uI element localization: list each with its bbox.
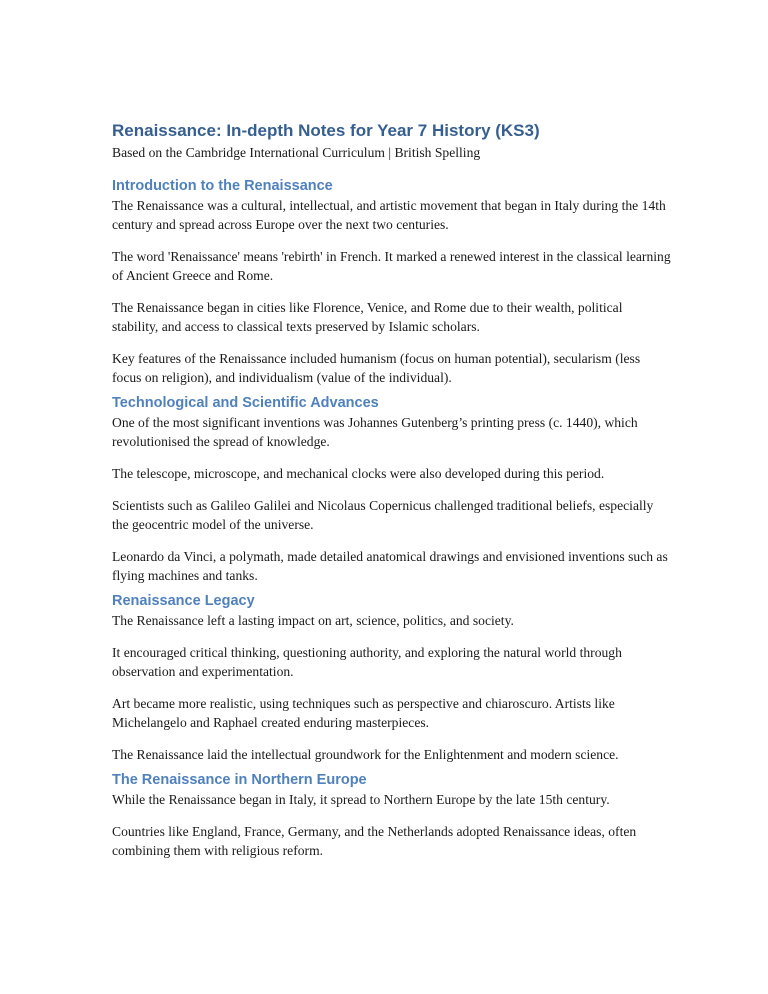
section-heading: Renaissance Legacy — [112, 593, 255, 609]
paragraph: The telescope, microscope, and mechanical clocks were also developed during this period. — [112, 466, 605, 481]
document-page — [112, 120, 672, 867]
paragraph: Art became more realistic, using techniques such as perspective and chiaroscuro. Artists like Michelangelo and Raphael created enduring masterpieces. — [112, 696, 615, 730]
document-subtitle: Based on the Cambridge International Curriculum | British Spelling — [112, 145, 481, 160]
section-introduction — [112, 177, 672, 387]
paragraph: The word 'Renaissance' means 'rebirth' in French. It marked a renewed interest in the classical learning of Ancient Greece and Rome. — [112, 249, 671, 283]
document-title: Renaissance: In-depth Notes for Year 7 History (KS3) — [112, 121, 540, 140]
section-technological-advances — [112, 394, 672, 585]
paragraph: It encouraged critical thinking, questioning authority, and exploring the natural world through observation and experimentation. — [112, 645, 622, 679]
section-legacy — [112, 592, 672, 764]
paragraph: The Renaissance was a cultural, intellectual, and artistic movement that began in Italy during the 14th century and spread across Europe over the next two centuries. — [112, 198, 666, 232]
section-heading: The Renaissance in Northern Europe — [112, 772, 367, 788]
paragraph: The Renaissance laid the intellectual groundwork for the Enlightenment and modern science. — [112, 747, 619, 762]
paragraph: Countries like England, France, Germany, and the Netherlands adopted Renaissance ideas, often combining them with religious reform. — [112, 824, 637, 858]
paragraph: The Renaissance left a lasting impact on art, science, politics, and society. — [112, 613, 514, 628]
section-heading: Technological and Scientific Advances — [112, 395, 379, 411]
paragraph: One of the most significant inventions was Johannes Gutenberg’s printing press (c. 1440), which revolutionised the spread of knowledge. — [112, 415, 638, 449]
section-heading: Introduction to the Renaissance — [112, 178, 333, 194]
paragraph: The Renaissance began in cities like Florence, Venice, and Rome due to their wealth, political stability, and access to classical texts preserved by Islamic scholars. — [112, 300, 623, 334]
section-northern-europe — [112, 771, 672, 860]
paragraph: Key features of the Renaissance included humanism (focus on human potential), secularism (less focus on religion), and individualism (value of the individual). — [112, 351, 641, 385]
paragraph: While the Renaissance began in Italy, it spread to Northern Europe by the late 15th century. — [112, 792, 610, 807]
paragraph: Leonardo da Vinci, a polymath, made detailed anatomical drawings and envisioned inventions such as flying machines and tanks. — [112, 549, 668, 583]
paragraph: Scientists such as Galileo Galilei and Nicolaus Copernicus challenged traditional beliefs, especially the geocentric model of the universe. — [112, 498, 654, 532]
